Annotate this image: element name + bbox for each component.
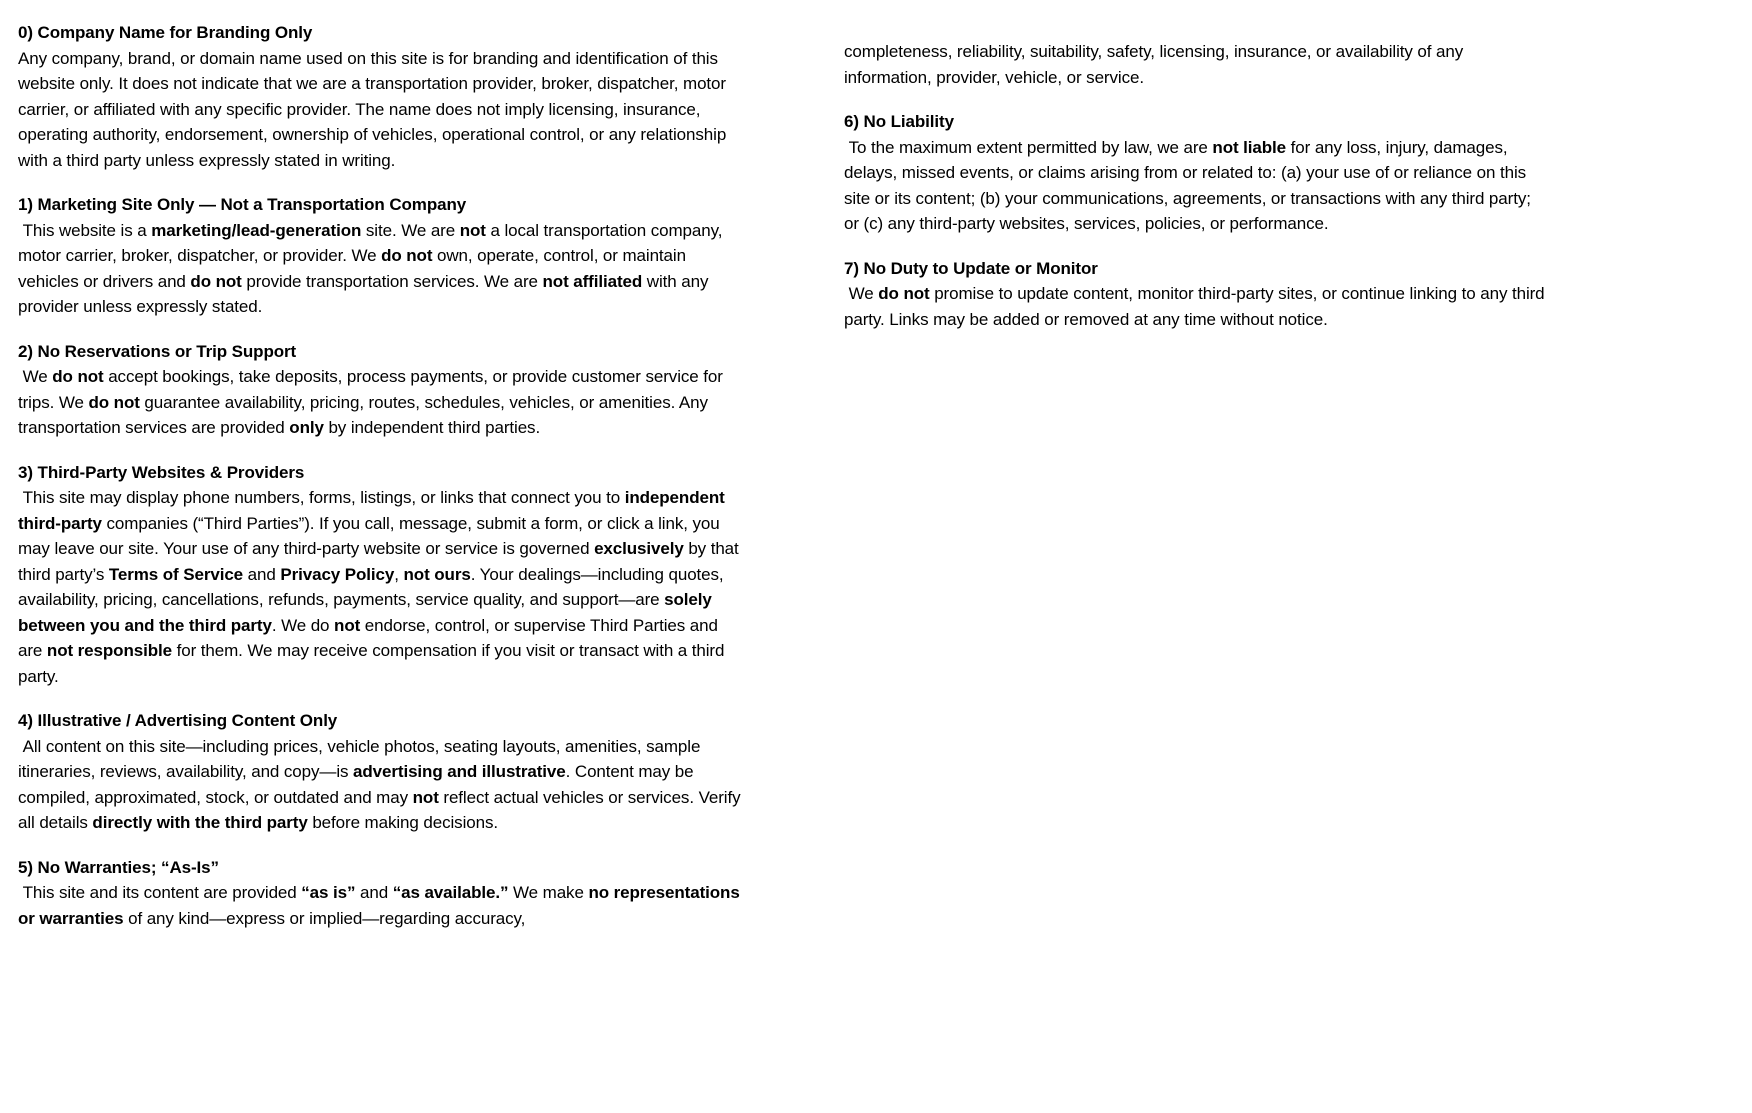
continuation-paragraph bbox=[844, 39, 1550, 90]
bold-text-run: solely between you and the third party bbox=[18, 590, 717, 635]
text-run: We make bbox=[508, 883, 589, 902]
bold-text-run: not bbox=[459, 220, 486, 240]
text-run: To the maximum extent permitted by law, we are bbox=[844, 137, 1213, 157]
bold-text-run: not liable bbox=[1212, 137, 1287, 157]
text-run: . Your dealings—including quotes, availability, pricing, cancellations, refunds, payments, service quality, and support—are bbox=[18, 564, 729, 609]
document-section bbox=[18, 708, 746, 836]
text-run: Any company, brand, or domain name used on this site is for branding and identification of this website only. It does not indicate that we are a transportation provider, broker, dispatcher, motor carrier, or affiliated with any specific provider. The name does not imply licensing, insurance, operating authority, endorsement, ownership of vehicles, operational control, or any relationship with a third party unless expressly stated in writing. bbox=[18, 48, 731, 170]
document-section bbox=[18, 20, 742, 173]
bold-text-run: not responsible bbox=[46, 641, 172, 660]
section-paragraph bbox=[18, 218, 742, 320]
bold-text-run: not affiliated bbox=[542, 271, 643, 291]
text-run: by independent third parties. bbox=[323, 418, 541, 437]
text-run: We bbox=[18, 367, 53, 386]
document-section bbox=[844, 39, 1550, 90]
section-heading: 0) Company Name for Branding Only bbox=[18, 23, 313, 42]
text-run: endorse, control, or supervise Third Parties and are bbox=[18, 615, 723, 660]
document-section bbox=[844, 256, 1550, 333]
section-heading: 1) Marketing Site Only — Not a Transportation Company bbox=[18, 195, 467, 214]
text-run: by that third party’s bbox=[18, 539, 744, 584]
bold-text-run: do not bbox=[878, 284, 930, 303]
section-heading: 4) Illustrative / Advertising Content Only bbox=[18, 711, 338, 730]
document-section bbox=[18, 192, 742, 320]
text-run: for them. We may receive compensation if you visit or transact with a third party. bbox=[18, 641, 729, 686]
bold-text-run: only bbox=[289, 418, 324, 437]
text-run: accept bookings, take deposits, process payments, or provide customer service for trips. We bbox=[18, 367, 728, 412]
text-run: This website is a bbox=[18, 220, 152, 240]
text-run: . We do bbox=[271, 615, 335, 635]
text-run: completeness, reliability, suitability, safety, licensing, insurance, or availability of any information, provider, vehicle, or service. bbox=[844, 42, 1468, 87]
bold-text-run: exclusively bbox=[594, 539, 684, 558]
bold-text-run: directly with the third party bbox=[92, 813, 308, 832]
document-section bbox=[844, 109, 1550, 237]
text-run: This site may display phone numbers, forms, listings, or links that connect you to bbox=[18, 488, 625, 507]
document-section bbox=[18, 460, 742, 690]
bold-text-run: marketing/lead-generation bbox=[151, 220, 362, 240]
section-heading: 6) No Liability bbox=[844, 112, 954, 131]
bold-text-run: do not bbox=[190, 271, 242, 291]
bold-text-run: independent third-party bbox=[18, 488, 730, 533]
text-run: and bbox=[243, 564, 281, 584]
column-left bbox=[18, 0, 746, 950]
bold-text-run: do not bbox=[88, 392, 140, 412]
text-run: , bbox=[394, 564, 404, 584]
text-run: guarantee availability, pricing, routes, schedules, vehicles, or amenities. Any transportation services are provided bbox=[18, 392, 713, 437]
column-right bbox=[844, 0, 1550, 351]
bold-text-run: not ours bbox=[403, 564, 471, 584]
bold-text-run: Privacy Policy bbox=[280, 564, 395, 584]
text-run: . Content may be compiled, approximated, stock, or outdated and may bbox=[18, 762, 699, 807]
bold-text-run: “as is” bbox=[301, 883, 356, 902]
text-run: with any provider unless expressly stated. bbox=[18, 271, 713, 316]
text-run: site. We are bbox=[361, 220, 460, 240]
section-heading: 5) No Warranties; “As-Is” bbox=[18, 857, 219, 877]
section-paragraph bbox=[844, 281, 1550, 332]
bold-text-run: not bbox=[334, 615, 361, 635]
text-run: of any kind—express or implied—regarding accuracy, bbox=[123, 908, 526, 928]
section-paragraph bbox=[18, 880, 745, 931]
section-paragraph bbox=[18, 734, 746, 836]
bold-text-run: no representations or warranties bbox=[18, 883, 745, 928]
text-run: provide transportation services. We are bbox=[241, 271, 543, 291]
bold-text-run: do not bbox=[381, 246, 433, 265]
section-heading: 2) No Reservations or Trip Support bbox=[18, 341, 297, 361]
section-paragraph bbox=[18, 364, 742, 441]
text-run: promise to update content, monitor third-party sites, or continue linking to any third party. Links may be added or removed at any time without notice. bbox=[844, 284, 1550, 329]
document-section bbox=[18, 339, 742, 441]
section-paragraph bbox=[844, 135, 1550, 237]
section-paragraph bbox=[18, 46, 742, 174]
text-run: companies (“Third Parties”). If you call, message, submit a form, or click a link, you may leave our site. Your use of any third-party website or service is governed bbox=[18, 513, 725, 558]
section-heading: 3) Third-Party Websites & Providers bbox=[18, 462, 305, 482]
text-run: We bbox=[844, 284, 879, 303]
document-section bbox=[18, 855, 745, 932]
text-run: for any loss, injury, damages, delays, missed events, or claims arising from or related to: (a) your use of or reliance on this site or its content; (b) your communications, agreements, or transactions with any third party; or (c) any third-party websites, services, policies, or performance. bbox=[844, 137, 1536, 233]
bold-text-run: “as available.” bbox=[392, 883, 509, 902]
section-heading: 7) No Duty to Update or Monitor bbox=[844, 258, 1098, 278]
text-run: reflect actual vehicles or services. Verify all details bbox=[18, 787, 746, 832]
bold-text-run: Terms of Service bbox=[108, 564, 244, 584]
text-run: own, operate, control, or maintain vehicles or drivers and bbox=[18, 246, 691, 291]
text-run: a local transportation company, motor carrier, broker, dispatcher, or provider. We bbox=[18, 220, 727, 265]
text-run: before making decisions. bbox=[307, 813, 498, 832]
bold-text-run: do not bbox=[52, 367, 104, 386]
bold-text-run: not bbox=[412, 787, 439, 807]
text-run: and bbox=[355, 883, 393, 902]
text-run: This site and its content are provided bbox=[18, 883, 302, 902]
section-paragraph bbox=[18, 485, 742, 689]
text-run: All content on this site—including prices, vehicle photos, seating layouts, amenities, sample itineraries, reviews, availability, and copy—is bbox=[18, 736, 705, 781]
bold-text-run: advertising and illustrative bbox=[353, 762, 566, 781]
